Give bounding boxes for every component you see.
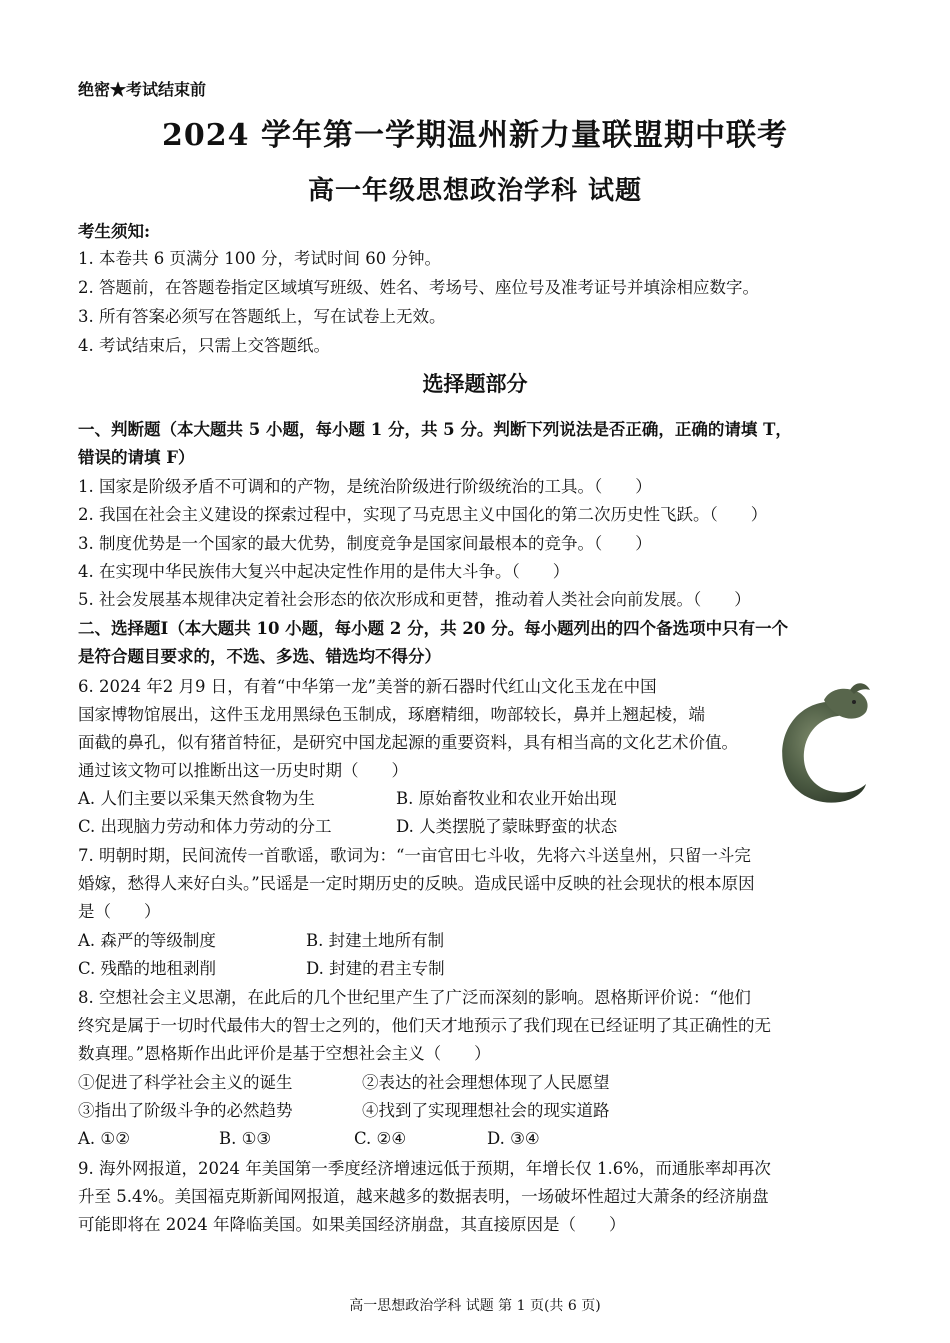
- q6-option-d: D. 人类摆脱了蒙昧野蛮的状态: [396, 817, 618, 836]
- notice-item: 2. 答题前，在答题卷指定区域填写班级、姓名、考场号、座位号及准考证号并填涂相应数字。: [78, 278, 759, 297]
- exam-title: 2024 学年第一学期温州新力量联盟期中联考: [162, 118, 788, 153]
- question-1: 1. 国家是阶级矛盾不可调和的产物，是统治阶级进行阶级统治的工具。（ ）: [78, 477, 652, 496]
- page-footer: 高一思想政治学科 试题 第 1 页(共 6 页): [349, 1298, 601, 1314]
- question-7-text: 婚嫁，愁得人来好白头。”民谣是一定时期历史的反映。造成民谣中反映的社会现状的根本原因: [78, 874, 755, 893]
- part1-heading: 错误的请填 F）: [78, 448, 195, 467]
- question-7-text: 是（ ）: [78, 902, 161, 921]
- question-7-text: 7. 明朝时期，民间流传一首歌谣，歌词为：“一亩官田七斗收，先将六斗送皇州，只留一斗完: [78, 846, 751, 865]
- q6-option-b: B. 原始畜牧业和农业开始出现: [396, 789, 617, 808]
- confidential-label: 绝密★考试结束前: [78, 80, 207, 99]
- question-8-text: 终究是属于一切时代最伟大的智士之列的，他们天才地预示了我们现在已经证明了其正确性的无: [78, 1016, 771, 1035]
- question-8-text: 数真理。”恩格斯作出此评价是基于空想社会主义（ ）: [78, 1044, 491, 1063]
- q8-statement-3: ③指出了阶级斗争的必然趋势: [78, 1101, 293, 1120]
- question-6-text: 面截的鼻孔，似有猪首特征，是研究中国龙起源的重要资料，具有相当高的文化艺术价值。: [78, 733, 738, 752]
- section-title: 选择题部分: [422, 371, 528, 396]
- notice-item: 3. 所有答案必须写在答题纸上，写在试卷上无效。: [78, 307, 446, 326]
- q8-option-d: D. ③④: [487, 1129, 540, 1148]
- notice-heading: 考生须知:: [78, 222, 151, 241]
- question-3: 3. 制度优势是一个国家的最大优势，制度竞争是国家间最根本的竞争。（ ）: [78, 534, 652, 553]
- q8-option-b: B. ①③: [219, 1129, 272, 1148]
- q8-option-c: C. ②④: [354, 1129, 407, 1148]
- question-6-text: 6. 2024 年2 月9 日，有着“中华第一龙”美誉的新石器时代红山文化玉龙在中国: [78, 677, 657, 696]
- q7-option-a: A. 森严的等级制度: [78, 931, 216, 950]
- question-5: 5. 社会发展基本规律决定着社会形态的依次形成和更替，推动着人类社会向前发展。（ ）: [78, 590, 751, 609]
- part2-heading: 是符合题目要求的，不选、多选、错选均不得分）: [78, 647, 441, 666]
- q8-statement-1: ①促进了科学社会主义的诞生: [78, 1073, 293, 1092]
- q7-option-c: C. 残酷的地租剥削: [78, 959, 217, 978]
- question-9-text: 升至 5.4%。美国福克斯新闻网报道，越来越多的数据表明，一场破坏性超过大萧条的经济崩盘: [78, 1187, 769, 1206]
- q7-option-d: D. 封建的君主专制: [306, 959, 445, 978]
- notice-item: 4. 考试结束后，只需上交答题纸。: [78, 336, 330, 355]
- question-8-text: 8. 空想社会主义思潮，在此后的几个世纪里产生了广泛而深刻的影响。恩格斯评价说：“他们: [78, 988, 751, 1007]
- exam-subtitle: 高一年级思想政治学科 试题: [307, 176, 643, 206]
- question-9-text: 9. 海外网报道，2024 年美国第一季度经济增速远低于预期，年增长仅 1.6%，而通胀率却再次: [78, 1159, 771, 1178]
- jade-dragon-image: [766, 680, 872, 812]
- q8-option-a: A. ①②: [78, 1129, 130, 1148]
- q6-option-a: A. 人们主要以采集天然食物为生: [78, 789, 315, 808]
- question-6-text: 通过该文物可以推断出这一历史时期（ ）: [78, 761, 408, 780]
- question-6-text: 国家博物馆展出，这件玉龙用黑绿色玉制成，琢磨精细，吻部较长，鼻并上翘起棱，端: [78, 705, 705, 724]
- part1-heading: 一、判断题（本大题共 5 小题，每小题 1 分，共 5 分。判断下列说法是否正确，正确的请填 T，: [78, 420, 792, 439]
- question-2: 2. 我国在社会主义建设的探索过程中，实现了马克思主义中国化的第二次历史性飞跃。（ ）: [78, 505, 768, 524]
- notice-item: 1. 本卷共 6 页满分 100 分，考试时间 60 分钟。: [78, 249, 441, 268]
- q8-statement-4: ④找到了实现理想社会的现实道路: [362, 1101, 610, 1120]
- part2-heading: 二、选择题Ⅰ（本大题共 10 小题，每小题 2 分，共 20 分。每小题列出的四个备选项中只有一个: [78, 619, 789, 638]
- question-4: 4. 在实现中华民族伟大复兴中起决定性作用的是伟大斗争。（ ）: [78, 562, 570, 581]
- question-9-text: 可能即将在 2024 年降临美国。如果美国经济崩盘，其直接原因是（ ）: [78, 1215, 626, 1234]
- q7-option-b: B. 封建土地所有制: [306, 931, 445, 950]
- q8-statement-2: ②表达的社会理想体现了人民愿望: [362, 1073, 610, 1092]
- q6-option-c: C. 出现脑力劳动和体力劳动的分工: [78, 817, 332, 836]
